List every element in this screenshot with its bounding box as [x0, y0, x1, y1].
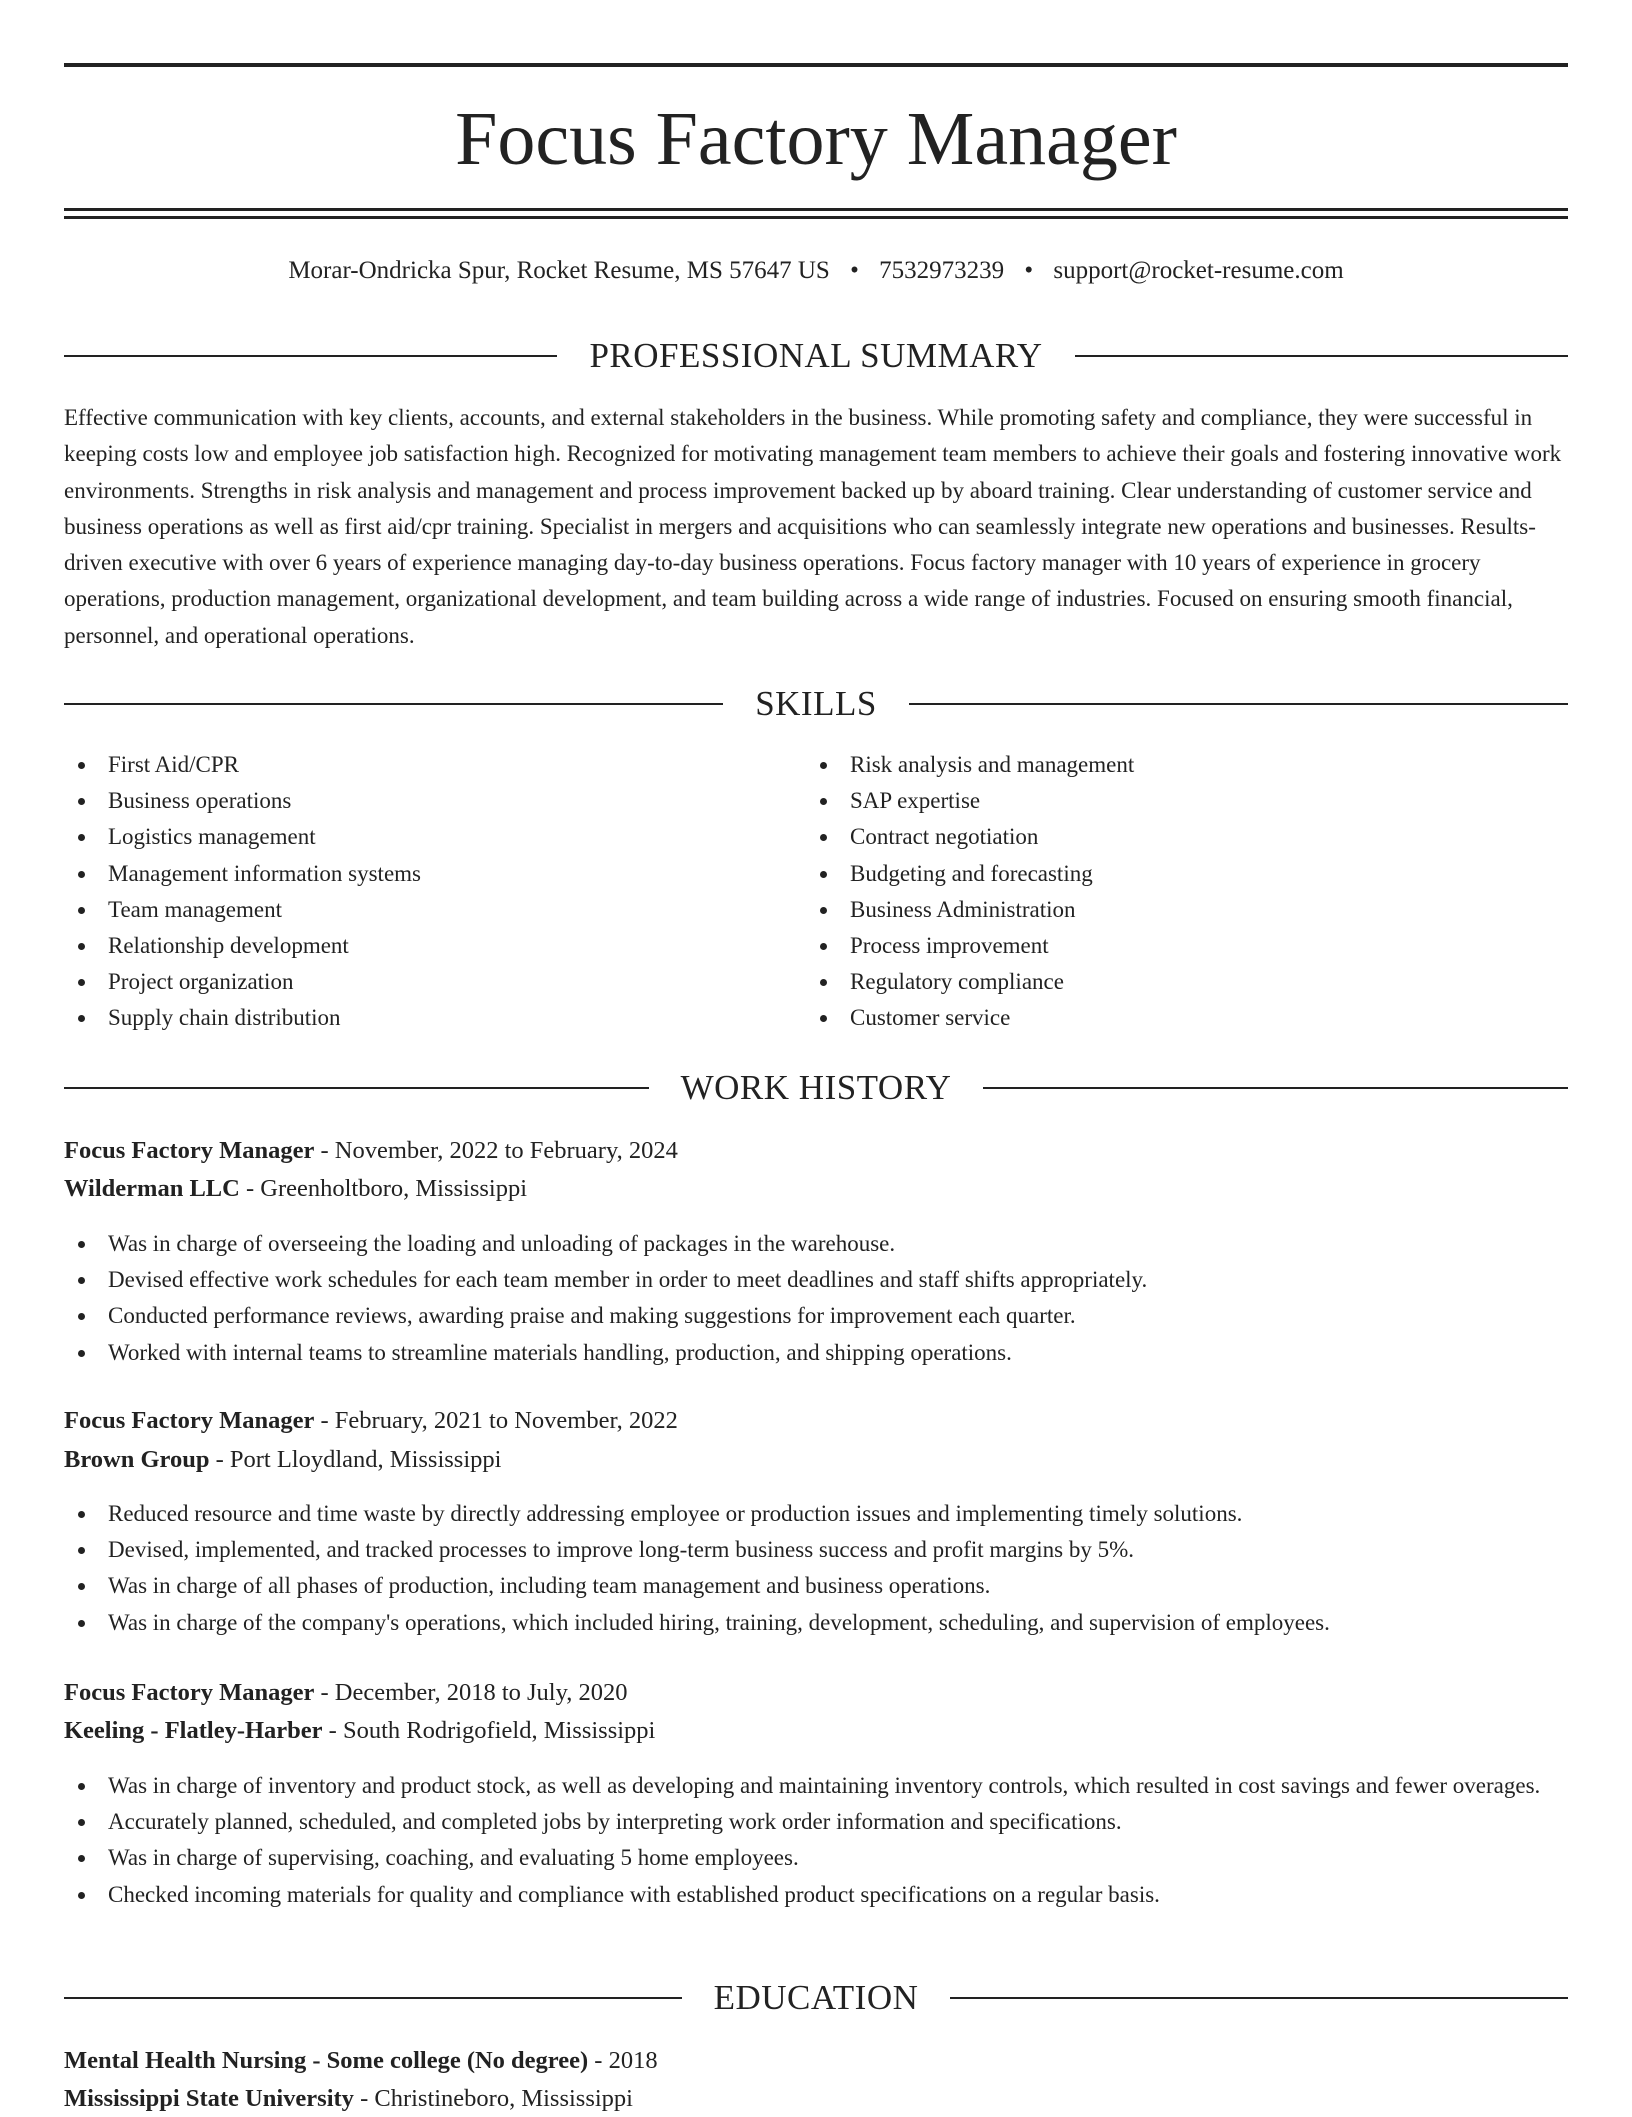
job-company-line: [64, 1171, 1568, 1207]
name-rule-upper: [64, 208, 1568, 211]
job-title-line: [64, 1675, 1568, 1711]
skill-item: Logistics management: [64, 819, 764, 855]
work-heading-title: WORK HISTORY: [680, 1068, 952, 1107]
heading-rule: [983, 1087, 1568, 1089]
skills-list-right: [806, 747, 1506, 1037]
skill-item: Contract negotiation: [806, 819, 1506, 855]
education-year: - 2018: [588, 2047, 658, 2074]
resume-name: Focus Factory Manager: [455, 97, 1177, 181]
job-company-line: [64, 1442, 1568, 1478]
top-rule: [64, 63, 1568, 67]
education-school: Mississippi State University: [64, 2085, 354, 2112]
job-company: Wilderman LLC: [64, 1175, 240, 1202]
contact-address: Morar-Ondricka Spur, Rocket Resume, MS 57647 US: [288, 257, 830, 284]
skill-item: Relationship development: [64, 928, 764, 964]
skills-list-left: [64, 747, 764, 1037]
job-title: Focus Factory Manager: [64, 1407, 315, 1434]
job-bullet: Was in charge of supervising, coaching, and evaluating 5 home employees.: [64, 1840, 1568, 1876]
work-heading: [64, 1068, 1568, 1108]
heading-rule: [64, 1087, 649, 1089]
education-location: - Christineboro, Mississippi: [353, 2085, 633, 2112]
summary-heading-title: PROFESSIONAL SUMMARY: [589, 336, 1043, 375]
job-bullets: [64, 1496, 1568, 1641]
job-location: - Greenholtboro, Mississippi: [239, 1175, 528, 1202]
skill-item: Customer service: [806, 1000, 1506, 1036]
heading-rule: [909, 703, 1568, 705]
job-bullet: Reduced resource and time waste by directly addressing employee or production issues and implementing timely solutions.: [64, 1496, 1568, 1532]
job-bullet: Checked incoming materials for quality and compliance with established product specifications on a regular basis.: [64, 1877, 1568, 1913]
education-degree: Mental Health Nursing - Some college (No degree): [64, 2047, 589, 2074]
job-title: Focus Factory Manager: [64, 1137, 315, 1164]
job-dates: - November, 2022 to February, 2024: [314, 1137, 678, 1164]
summary-heading: [64, 336, 1568, 376]
education-degree-line: [64, 2043, 1568, 2079]
job-bullet: Devised effective work schedules for each team member in order to meet deadlines and staff shifts appropriately.: [64, 1262, 1568, 1298]
name-rule-lower: [64, 216, 1568, 219]
job-company-line: [64, 1713, 1568, 1749]
job-company: Brown Group: [64, 1446, 210, 1473]
job-bullet: Worked with internal teams to streamline materials handling, production, and shipping operations.: [64, 1335, 1568, 1371]
skill-item: Business Administration: [806, 892, 1506, 928]
job-bullets: [64, 1226, 1568, 1371]
skill-item: Regulatory compliance: [806, 964, 1506, 1000]
heading-rule: [1075, 355, 1568, 357]
skills-heading-title: SKILLS: [755, 684, 877, 723]
summary-text: Effective communication with key clients, accounts, and external stakeholders in the business. While promoting safety and compliance, they were successful in keeping costs low and employee job satisfaction high. Recognized for motivating management team members to achieve their goals and fostering innovative work environments. Strengths in risk analysis and management and process improvement backed up by aboard training. Clear understanding of customer service and business operations as well as first aid/cpr training. Specialist in mergers and acquisitions who can seamlessly integrate new operations and businesses. Results-driven executive with over 6 years of experience managing day-to-day business operations. Focus factory manager with 10 years of experience in grocery operations, production management, organizational development, and team building across a wide range of industries. Focused on ensuring smooth financial, personnel, and operational operations.: [64, 405, 1562, 648]
skill-item: Supply chain distribution: [64, 1000, 764, 1036]
skill-item: Project organization: [64, 964, 764, 1000]
job-bullet: Conducted performance reviews, awarding praise and making suggestions for improvement each quarter.: [64, 1298, 1568, 1334]
heading-rule: [64, 355, 557, 357]
job-bullets: [64, 1768, 1568, 1913]
job-location: - South Rodrigofield, Mississippi: [322, 1717, 656, 1744]
job-dates: - February, 2021 to November, 2022: [314, 1407, 678, 1434]
skill-item: Business operations: [64, 783, 764, 819]
contact-line: [64, 254, 1568, 288]
education-heading: [64, 1978, 1568, 2018]
job-bullet: Devised, implemented, and tracked processes to improve long-term business success and profit margins by 5%.: [64, 1532, 1568, 1568]
job-title-line: [64, 1403, 1568, 1439]
skill-item: Risk analysis and management: [806, 747, 1506, 783]
job-bullet: Was in charge of all phases of production, including team management and business operations.: [64, 1568, 1568, 1604]
skill-item: SAP expertise: [806, 783, 1506, 819]
job-bullet: Accurately planned, scheduled, and completed jobs by interpreting work order information and specifications.: [64, 1804, 1568, 1840]
contact-separator: •: [1024, 257, 1034, 284]
job-company: Keeling - Flatley-Harber: [64, 1717, 323, 1744]
skill-item: Process improvement: [806, 928, 1506, 964]
skill-item: Team management: [64, 892, 764, 928]
contact-separator: •: [850, 257, 859, 284]
job-title-line: [64, 1133, 1568, 1169]
job-title: Focus Factory Manager: [64, 1679, 315, 1706]
education-heading-title: EDUCATION: [713, 1978, 919, 2017]
job-bullet: Was in charge of inventory and product stock, as well as developing and maintaining inventory controls, which resulted in cost savings and fewer overages.: [64, 1768, 1568, 1804]
skills-heading: [64, 684, 1568, 724]
heading-rule: [64, 1997, 682, 1999]
job-location: - Port Lloydland, Mississippi: [209, 1446, 502, 1473]
heading-rule: [950, 1997, 1568, 1999]
skill-item: Budgeting and forecasting: [806, 856, 1506, 892]
job-bullet: Was in charge of overseeing the loading and unloading of packages in the warehouse.: [64, 1226, 1568, 1262]
contact-phone: 7532973239: [879, 257, 1005, 284]
job-bullet: Was in charge of the company's operations, which included hiring, training, development, scheduling, and supervision of employees.: [64, 1605, 1568, 1641]
contact-email: support@rocket-resume.com: [1053, 257, 1344, 284]
heading-rule: [64, 703, 723, 705]
skill-item: First Aid/CPR: [64, 747, 764, 783]
job-dates: - December, 2018 to July, 2020: [314, 1679, 628, 1706]
skill-item: Management information systems: [64, 856, 764, 892]
